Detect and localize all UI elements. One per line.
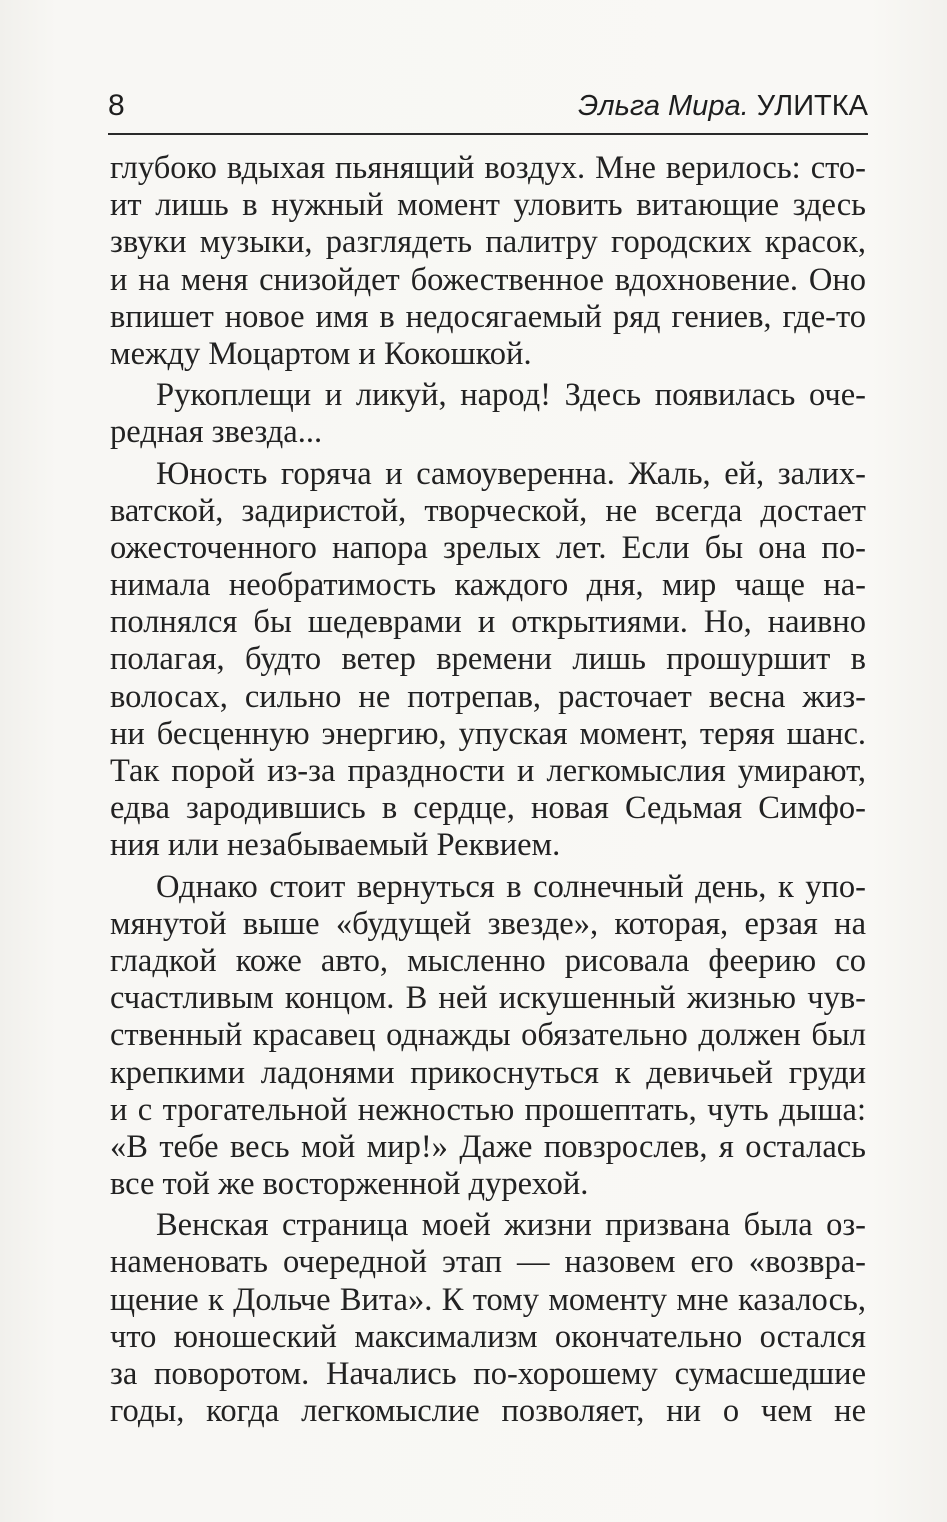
paragraph-2: [110, 377, 866, 451]
text-line: мянутой выше «будущей звезде», которая, ерзая на: [110, 905, 866, 942]
text-line: ит лишь в нужный момент уловить витающие здесь: [110, 187, 866, 224]
text-line: глубоко вдыхая пьянящий воздух. Мне верилось: сто-: [110, 150, 866, 186]
paragraph-1: [110, 150, 866, 373]
text-line: Венская страница моей жизни призвана была оз-: [156, 1207, 866, 1244]
text-line: и на меня снизойдет божественное вдохновение. Оно: [110, 261, 866, 298]
body-text: [110, 150, 866, 1430]
text-line: ожесточенного напора зрелых лет. Если бы она по-: [110, 529, 866, 566]
text-line: едва зародившись в сердце, новая Седьмая Симфо-: [110, 790, 866, 827]
text-line: полнялся бы шедеврами и открытиями. Но, наивно: [110, 604, 866, 641]
text-line: гладкой коже авто, мысленно рисовала феерию со: [110, 942, 866, 979]
text-line: Рукоплещи и ликуй, народ! Здесь появилась оче-: [156, 377, 866, 414]
text-line: Однако стоит вернуться в солнечный день, к упо-: [156, 868, 866, 905]
text-line: Юность горяча и самоуверенна. Жаль, ей, залих-: [156, 455, 866, 492]
paragraph-3: [110, 456, 866, 865]
text-line: «В тебе весь мой мир!» Даже повзрослев, я осталась: [110, 1128, 866, 1165]
text-line: ватской, задиристой, творческой, не всегда достает: [110, 492, 866, 529]
text-line: все той же восторженной дурехой.: [110, 1166, 589, 1203]
page-number: 8: [108, 89, 125, 122]
text-line: щение к Дольче Вита». К тому моменту мне казалось,: [110, 1281, 866, 1318]
text-line: впишет новое имя в недосягаемый ряд гениев, где-то: [110, 298, 866, 335]
text-line: ственный красавец однажды обязательно должен был: [110, 1017, 866, 1054]
paragraph-4: [110, 869, 866, 1204]
text-line: редная звезда...: [110, 414, 323, 451]
text-line: ния или незабываемый Реквием.: [110, 827, 561, 864]
author-name: Эльга Мира.: [578, 90, 749, 122]
running-title: [578, 86, 868, 126]
paragraph-5: [110, 1207, 866, 1430]
text-line: за поворотом. Начались по-хорошему сумасшедшие: [110, 1356, 866, 1392]
text-line: и с трогательной нежностью прошептать, чуть дыша:: [110, 1091, 866, 1128]
text-line: годы, когда легкомыслие позволяет, ни о чем не: [110, 1393, 866, 1430]
text-line: между Моцартом и Кокошкой.: [110, 335, 532, 372]
header-rule: [108, 133, 868, 135]
text-line: нимала необратимость каждого дня, мир чаще на-: [110, 567, 866, 604]
running-header: [108, 84, 868, 128]
text-line: звуки музыки, разглядеть палитру городских красок,: [110, 224, 866, 261]
text-line: Так порой из-за праздности и легкомыслия умирают,: [110, 753, 866, 789]
text-line: ни бесценную энергию, упуская момент, теряя шанс.: [110, 715, 866, 752]
text-line: что юношеский максимализм окончательно остался: [110, 1318, 866, 1355]
text-line: полагая, будто ветер времени лишь прошуршит в: [110, 641, 866, 678]
text-line: наменовать очередной этап — назовем его «возвра-: [110, 1244, 866, 1281]
text-line: волосах, сильно не потрепав, расточает весна жиз-: [110, 678, 866, 715]
text-line: крепкими ладонями прикоснуться к девичьей груди: [110, 1054, 866, 1091]
text-line: счастливым концом. В ней искушенный жизнью чув-: [110, 980, 866, 1017]
book-title: УЛИТКА: [756, 90, 868, 122]
